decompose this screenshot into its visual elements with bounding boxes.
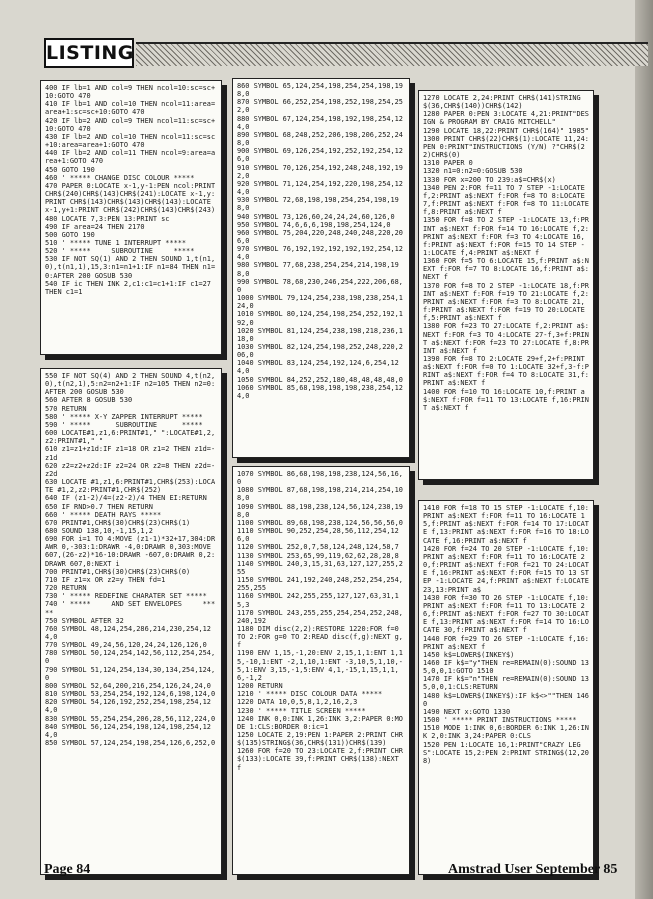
code-line: 1080 SYMBOL 87,68,198,198,214,214,254,108,0 [237,486,403,503]
code-line: 820 SYMBOL 54,126,192,252,254,198,254,124,0 [45,698,211,715]
code-line: 800 SYMBOL 52,64,200,216,254,126,24,24,0 [45,681,211,690]
code-line: 1110 SYMBOL 90,252,254,28,56,112,254,126,0 [237,527,399,544]
code-line: 1200 RETURN [237,682,283,691]
code-line: 1190 ENV 1,15,-1,20:ENV 2,15,1,1:ENT 1,15,-10,1:ENT -2,1,10,1:ENT -3,10,5,1,10,-5,1:ENV 3,15,-1,5:ENV 4,1,-15,1,15,1,1,6,-1,2 [237,649,403,682]
code-line: 920 SYMBOL 71,124,254,192,220,198,254,124,0 [237,179,403,197]
code-line: 1360 FOR f=5 TO 6:LOCATE 15,f:PRINT a$:NEXT f:FOR f=7 TO 8:LOCATE 16,f:PRINT a$:NEXT f [423,257,589,282]
code-line: 750 SYMBOL AFTER 32 [45,616,124,625]
code-line: 440 IF lb=2 AND col=11 THEN ncol=9:area=area+1:GOTO 470 [45,149,216,166]
code-line: 590 ' ***** SUBROUTINE ***** [45,420,203,429]
code-line: 970 SYMBOL 76,192,192,192,192,192,254,124,0 [237,245,403,262]
code-line: 700 PRINT#1,CHR$(30)CHR$(23)CHR$(0) [45,567,191,576]
code-line: 980 SYMBOL 77,68,238,254,254,214,198,198,0 [237,261,399,278]
listing-panel-2 [40,368,222,875]
code-line: 1300 PRINT CHR$(22)CHR$(1):LOCATE 11,24:PEN 0:PRINT"INSTRUCTIONS (Y/N) ?"CHR$(22)CHR$(0) [423,134,589,160]
code-line: 1310 PAPER 0 [423,159,473,168]
code-line: 670 PRINT#1,CHR$(30)CHR$(23)CHR$(1) [45,518,191,527]
code-line: 1180 DIM disc(2,2):RESTORE 1220:FOR f=0 TO 2:FOR g=0 TO 2:READ disc(f,g):NEXT g,f [237,624,403,650]
listing-panel-6 [418,500,594,875]
code-line: 1490 NEXT x:GOTO 1330 [423,707,511,716]
code-line: 650 IF RND>0.7 THEN RETURN [45,502,153,511]
code-line: 620 z2=z2+z2d:IF z2=24 OR z2=8 THEN z2d=-z2d [45,461,216,478]
code-line: 1350 FOR f=8 TO 2 STEP -1:LOCATE 13,f:PRINT a$:NEXT f:FOR f=14 TO 16:LOCATE f,2:PRINT a$:NEXT f:FOR f=3 TO 4:LOCATE 16,f:PRINT a$:NEXT f:FOR f=15 TO 14 STEP -1:LOCATE f,4:PRINT a$:NEXT f [423,216,589,257]
code-line: 730 ' ***** REDEFINE CHARATER SET ***** [45,592,207,601]
code-line: 690 FOR i=1 TO 4:MOVE (z1-1)*32+17,304:DRAWR 0,-303:1:DRAWR -4,0:DRAWR 0,303:MOVE 607,(26-z2)*16-10:DRAWR -607,0:DRAWR 0,2:DRAWR 607,0:NEXT i [45,535,216,568]
code-line: 1010 SYMBOL 80,124,254,198,254,252,192,192,0 [237,310,403,327]
code-line: 1390 FOR f=8 TO 2:LOCATE 29+f,2+f:PRINT a$:NEXT f:FOR f=0 TO 1:LOCATE 32+f,3-f:PRINT a$:NEXT f:FOR f=4 TO 8:LOCATE 31,f:PRINT a$:NEXT f [423,355,589,388]
code-line: 540 IF ic THEN INK 2,c1:c1=c1+1:IF c1=27 THEN c1=1 [45,279,216,296]
code-line: 1070 SYMBOL 86,68,198,198,238,124,56,16,0 [237,470,403,487]
code-line: 1210 ' ***** DISC COLOUR DATA ***** [237,690,383,699]
code-line: 1470 IF k$="n"THEN re=REMAIN(0):SOUND 135,0,0,1:CLS:RETURN [423,675,589,692]
code-line: 770 SYMBOL 49,24,56,120,24,24,126,126,0 [45,641,207,650]
code-line: 850 SYMBOL 57,124,254,198,254,126,6,252,0 [45,739,216,748]
code-line: 480 LOCATE 7,3:PEN 13:PRINT sc [45,214,170,223]
code-line: 1320 n1=0:n2=0:GOSUB 530 [423,167,523,176]
code-line: 860 SYMBOL 65,124,254,198,254,254,198,198,0 [237,82,403,99]
code-line: 570 RETURN [45,404,87,413]
listing-panel-4 [232,466,410,875]
code-line: 580 ' ***** X-Y ZAPPER INTERRUPT ***** [45,412,203,421]
code-line: 1450 k$=LOWER$(INKEY$) [423,650,515,659]
code-line: 1040 SYMBOL 83,124,254,192,124,6,254,124,0 [237,359,399,376]
code-line: 830 SYMBOL 55,254,254,206,28,56,112,224,0 [45,714,216,723]
listing-panel-5 [418,90,594,480]
code-line: 1250 LOCATE 2,19:PEN 1:PAPER 2:PRINT CHR$(135)STRING$(36,CHR$(131))CHR$(139) [237,731,403,748]
code-line: 760 SYMBOL 48,124,254,286,214,230,254,124,0 [45,624,211,641]
code-line: 910 SYMBOL 70,126,254,192,248,248,192,192,0 [237,163,403,180]
code-line: 880 SYMBOL 67,124,254,198,192,198,254,124,0 [237,114,403,131]
page-binding-shadow [635,0,653,899]
code-line: 1150 SYMBOL 241,192,240,248,252,254,254,255,255 [237,576,403,593]
code-line: 870 SYMBOL 66,252,254,198,252,198,254,252,0 [237,98,403,115]
listing-panel-1 [40,80,222,355]
code-line: 500 GOTO 190 [45,230,95,239]
code-line: 1460 IF k$="y"THEN re=REMAIN(0):SOUND 135,0,0,1:GOTO 1510 [423,658,589,676]
code-line: 950 SYMBOL 74,6,6,6,198,198,254,124,0 [237,220,391,229]
code-line: 660 ' ***** DEATH RAYS ***** [45,510,162,519]
code-line: 450 GOTO 190 [45,165,95,174]
code-line: 1140 SYMBOL 240,3,15,31,63,127,127,255,255 [237,559,403,576]
code-line: 720 RETURN [45,584,87,593]
code-line: 1030 SYMBOL 82,124,254,198,252,248,220,206,0 [237,343,403,360]
code-line: 840 SYMBOL 56,124,254,198,124,198,254,124,0 [45,722,211,739]
code-line: 410 IF lb=1 AND col=10 THEN ncol=11:area=area+1:sc=sc+10:GOTO 470 [45,100,216,117]
code-line: 1400 FOR f=10 TO 16:LOCATE 10,f:PRINT a$:NEXT f:FOR f=11 TO 13:LOCATE f,16:PRINT a$:NEXT f [423,387,589,412]
code-line: 1340 PEN 2:FOR f=11 TO 7 STEP -1:LOCATE f,2:PRINT a$:NEXT f:FOR f=8 TO 8:LOCATE 7,f:PRINT a$:NEXT f:FOR f=8 TO 11:LOCATE f,8:PRINT a$:NEXT f [423,183,594,217]
code-line: 930 SYMBOL 72,68,198,198,254,254,198,198,0 [237,196,399,213]
code-line: 1230 ' ***** TITLE SCREEN ***** [237,706,366,715]
code-line: 1370 FOR f=8 TO 2 STEP -1:LOCATE 18,f:PRINT a$:NEXT f:FOR f=19 TO 21:LOCATE f,2:PRINT a$:NEXT f:FOR f=3 TO 8:LOCATE 21,f:PRINT a$:NEXT f:FOR f=19 TO 20:LOCATE f,5:PRINT a$:NEXT f [423,281,589,323]
code-line: 1330 FOR x=200 TO 239:a$=CHR$(x) [423,175,556,184]
code-line: 1220 DATA 10,0,5,8,1,2,16,2,3 [237,698,358,707]
page-number: Page 84 [44,862,91,877]
code-line: 1380 FOR f=23 TO 27:LOCATE f,2:PRINT a$:NEXT f:FOR f=3 TO 4:LOCATE 27-f,3+f:PRINT a$:NEXT f:FOR f=23 TO 27:LOCATE f,8:PRINT a$:NEXT f [423,322,589,355]
code-line: 1410 FOR f=18 TO 15 STEP -1:LOCATE f,10:PRINT a$:NEXT f:FOR f=11 TO 16:LOCATE 15,f:PRINT a$:NEXT f:FOR f=14 TO 17:LOCATE f,13:PRINT a$:NEXT f:FOR f=16 TO 18:LOCATE f,16:PRINT a$:NEXT f [423,504,589,545]
listing-title: LISTING [44,38,134,68]
code-line: 780 SYMBOL 50,124,254,142,56,112,254,254,0 [45,649,216,666]
code-line: 600 LOCATE#1,z1,6:PRINT#1," ":LOCATE#1,2,z2:PRINT#1," " [45,429,216,446]
code-line: 940 SYMBOL 73,126,60,24,24,24,60,126,0 [237,212,395,221]
code-line: 510 ' ***** TUNE 1 INTERRUPT ***** [45,238,187,247]
code-line: 520 ' ***** SUBROUTINE ***** [45,247,195,256]
code-line: 1100 SYMBOL 89,68,198,238,124,56,56,56,0 [237,518,403,527]
code-line: 1130 SYMBOL 253,65,99,119,62,62,28,28,8 [237,551,399,560]
code-line: 1500 ' ***** PRINT INSTRUCTIONS ***** [423,716,577,725]
code-line: 680 SOUND 138,10,-1,15,1,2 [45,526,153,535]
code-line: 710 IF z1=x OR z2=y THEN fd=1 [45,575,166,584]
code-line: 1120 SYMBOL 252,0,7,58,124,248,124,58,7 [237,543,399,552]
header-hatched-bar [136,42,648,66]
code-line: 640 IF (z1-2)/4=(z2-2)/4 THEN EI:RETURN [45,494,207,503]
listing-panel-3 [232,78,410,458]
code-line: 1090 SYMBOL 88,198,238,124,56,124,238,198,0 [237,502,403,519]
code-line: 790 SYMBOL 51,124,254,134,30,134,254,124,0 [45,665,216,682]
code-line: 630 LOCATE #1,z1,6:PRINT#1,CHR$(253):LOCATE #1,2,z2:PRINT#1,CHR$(252) [45,478,216,495]
code-line: 470 PAPER 0:LOCATE x-1,y-1:PEN ncol:PRINT CHR$(240)CHR$(143)CHR$(241):LOCATE x-1,y:PRINT CHR$(143)CHR$(143)CHR$(143):LOCATE x-1,y+1:PRINT CHR$(242)CHR$(143)CHR$(243) [45,181,220,215]
code-line: 960 SYMBOL 75,204,220,248,240,248,220,206,0 [237,228,403,245]
code-line: 1020 SYMBOL 81,124,254,238,198,218,236,118,0 [237,326,403,343]
code-line: 1170 SYMBOL 243,255,255,254,254,252,248,240,192 [237,608,403,625]
code-line: 810 SYMBOL 53,254,254,192,124,6,198,124,0 [45,690,216,699]
code-line: 1260 FOR f=20 TO 23:LOCATE 2,f:PRINT CHR$(133):LOCATE 39,f:PRINT CHR$(138):NEXT f [237,747,403,772]
code-line: 1290 LOCATE 18,22:PRINT CHR$(164)" 1985" [423,126,589,135]
code-line: 1480 k$=LOWER$(INKEY$):IF k$<>""THEN 1460 [423,691,589,708]
code-line: 1520 PEN 1:LOCATE 16,1:PRINT"CRAZY LEGS":LOCATE 15,2:PEN 2:PRINT STRING$(12,208) [423,740,589,765]
code-line: 990 SYMBOL 78,68,230,246,254,222,206,68,0 [237,277,403,294]
code-line: 1160 SYMBOL 242,255,255,127,127,63,31,15,3 [237,592,399,609]
code-line: 430 IF lb=2 AND col=10 THEN ncol=11:sc=sc+10:area=area+1:GOTO 470 [45,132,216,150]
code-line: 1280 PAPER 0:PEN 3:LOCATE 4,21:PRINT"DESIGN & PROGRAM BY CRAIG MITCHELL" [423,110,589,127]
code-line: 1510 MODE 1:INK 0,6:BORDER 6:INK 1,26:INK 2,0:INK 3,24:PAPER 0:CLS [423,724,589,741]
code-line: 400 IF lb=1 AND col=9 THEN ncol=10:sc=sc+10:GOTO 470 [45,84,216,101]
code-line: 420 IF lb=2 AND col=9 THEN ncol=11:sc=sc+10:GOTO 470 [45,116,216,133]
code-line: 1050 SYMBOL 84,252,252,180,48,48,48,48,0 [237,375,403,384]
code-line: 1240 INK 0,0:INK 1,26:INK 3,2:PAPER 0:MODE 1:CLS:BORDER 0:ic=1 [237,714,403,731]
code-line: 550 IF NOT SQ(4) AND 2 THEN SOUND 4,t(n2,0),t(n2,1),5:n2=n2+1:IF n2=105 THEN n2=0:AFTER 200 GOSUB 530 [45,372,216,397]
code-line: 560 AFTER 8 GOSUB 530 [45,396,133,405]
code-line: 740 ' ***** AND SET ENVELOPES ***** [45,600,216,617]
code-line: 490 IF area=24 THEN 2170 [45,222,145,231]
issue-label: Amstrad User September 85 [448,862,618,877]
code-line: 460 ' ***** CHANGE DISC COLOUR ***** [45,173,195,182]
code-line: 1000 SYMBOL 79,124,254,238,198,238,254,124,0 [237,294,403,311]
code-line: 1430 FOR f=30 TO 26 STEP -1:LOCATE f,10:PRINT a$:NEXT f:FOR f=11 TO 13:LOCATE 26,f:PRINT a$:NEXT f:FOR f=27 TO 30:LOCATE f,13:PRINT a$:NEXT f:FOR f=14 TO 16:LOCATE 30,f:PRINT a$:NEXT f [423,593,589,635]
code-line: 1440 FOR f=29 TO 26 STEP -1:LOCATE f,16:PRINT a$:NEXT f [423,634,589,651]
code-line: 1270 LOCATE 2,24:PRINT CHR$(141)STRING$(36,CHR$(140))CHR$(142) [423,94,581,111]
code-line: 530 IF NOT SQ(1) AND 2 THEN SOUND 1,t(n1,0),t(n1,1),15,3:n1=n1+1:IF n1=84 THEN n1=0:AFTER 200 GOSUB 530 [45,255,216,280]
code-line: 900 SYMBOL 69,126,254,192,252,192,254,126,0 [237,147,403,164]
code-line: 1060 SYMBOL 85,68,198,198,198,238,254,124,0 [237,383,403,400]
listing-header [44,38,644,66]
code-line: 1420 FOR f=24 TO 20 STEP -1:LOCATE f,10:PRINT a$:NEXT f:FOR f=11 TO 16:LOCATE 20,f:PRINT a$:NEXT f:FOR f=21 TO 24:LOCATE f,16:PRINT a$:NEXT f:FOR f=15 TO 13 STEP -1:LOCATE 24,f:PRINT a$:NEXT f:LOCATE 23,13:PRINT a$ [423,544,594,594]
code-line: 890 SYMBOL 68,248,252,206,198,206,252,248,0 [237,130,403,148]
code-line: 610 z1=z1+z1d:IF z1=18 OR z1=2 THEN z1d=-z1d [45,445,216,462]
